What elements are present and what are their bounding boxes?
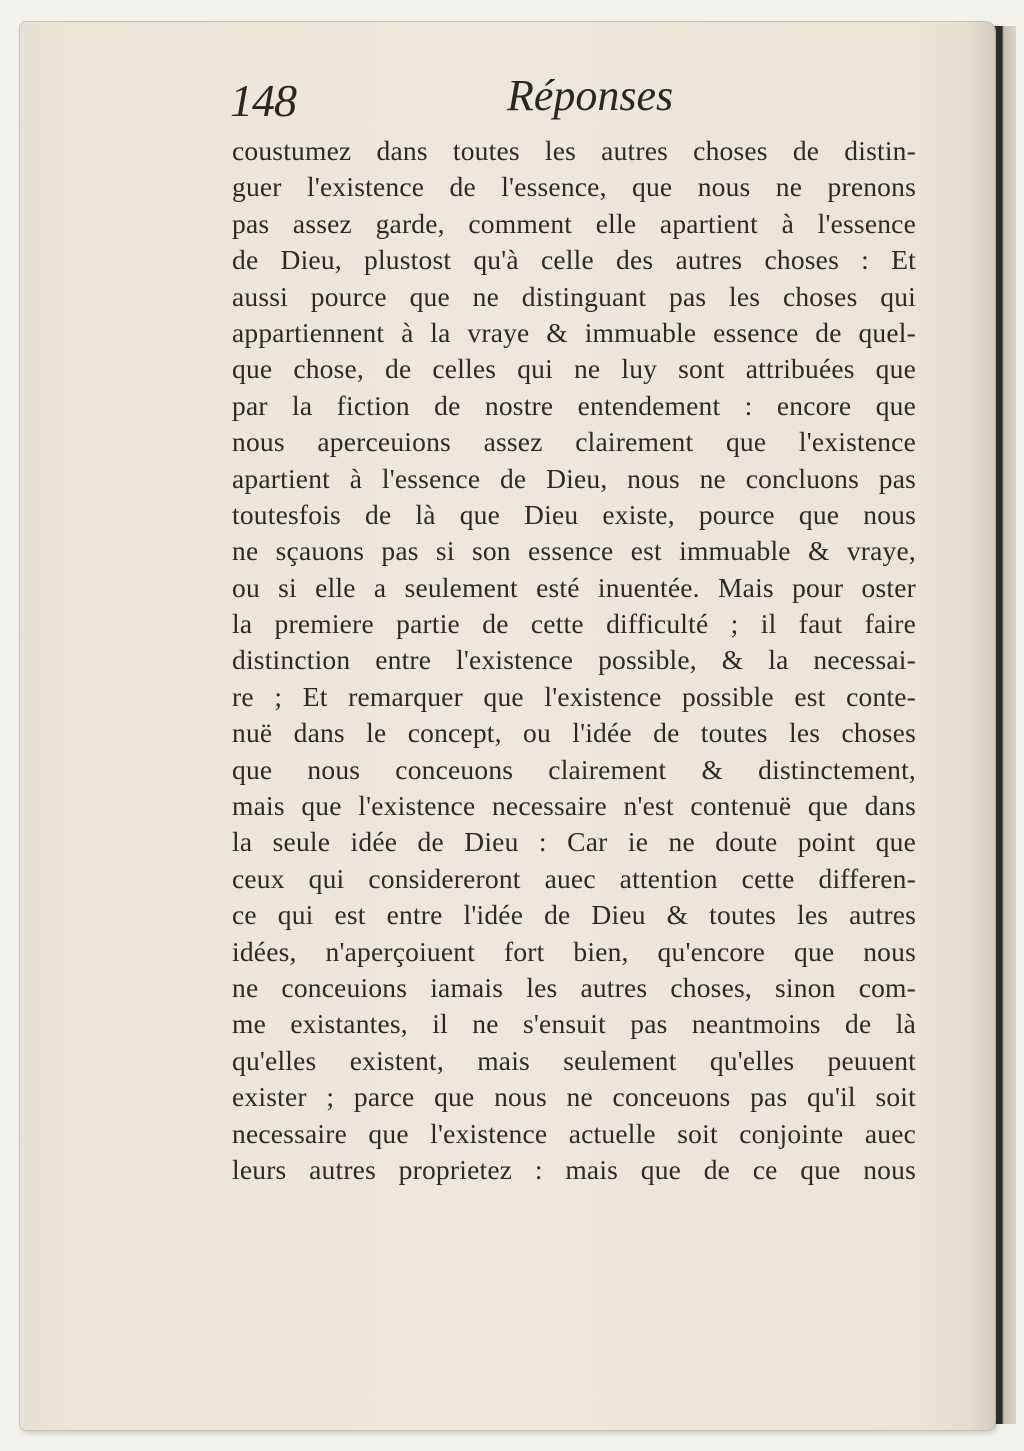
text-line: coustumez dans toutes les autres choses de distin- [232, 135, 916, 166]
running-head: Réponses [507, 71, 674, 120]
text-line: mais que l'existence necessaire n'est contenuë que dans [232, 790, 916, 822]
text-line: par la fiction de nostre entendement : encore que [232, 389, 916, 421]
text-line: toutesfois de là que Dieu existe, pource que nous [232, 498, 916, 530]
text-line: qu'elles existent, mais seulement qu'elles peuuent [232, 1044, 916, 1076]
text-line: re ; Et remarquer que l'existence possible est conte- [232, 680, 916, 712]
text-line: ne conceuions iamais les autres choses, sinon com- [232, 971, 916, 1003]
text-line: appartiennent à la vraye & immuable essence de quel- [232, 316, 916, 348]
text-line: guer l'existence de l'essence, que nous ne prenons [232, 171, 916, 203]
page-number: 148 [230, 75, 296, 126]
text-line: exister ; parce que nous ne conceuons pas qu'il soit [232, 1081, 916, 1113]
text-line: ce qui est entre l'idée de Dieu & toutes les autres [232, 899, 916, 931]
text-line: necessaire que l'existence actuelle soit conjointe auec [232, 1117, 916, 1149]
text-line: nous aperceuions assez clairement que l'existence [232, 426, 916, 458]
text-line: ceux qui considereront auec attention cette differen- [232, 862, 916, 894]
adjacent-page-edge [994, 26, 1016, 1424]
text-line: ne sçauons pas si son essence est immuable & vraye, [232, 535, 916, 567]
text-line: aussi pource que ne distinguant pas les choses qui [232, 280, 916, 312]
text-line: nuë dans le concept, ou l'idée de toutes les choses [232, 717, 916, 749]
page-gutter-shadow [968, 22, 996, 1430]
body-text [232, 133, 916, 1188]
text-line: la seule idée de Dieu : Car ie ne doute point que [232, 826, 916, 858]
text-line: de Dieu, plustost qu'à celle des autres choses : Et [232, 244, 916, 276]
page-header [225, 70, 745, 130]
text-line: la premiere partie de cette difficulté ; il faut faire [232, 608, 916, 640]
text-line: que chose, de celles qui ne luy sont attribuées que [232, 353, 916, 385]
text-line: idées, n'aperçoiuent fort bien, qu'encore que nous [232, 935, 916, 967]
text-line: distinction entre l'existence possible, & la necessai- [232, 644, 916, 676]
text-line: ou si elle a seulement esté inuentée. Mais pour oster [232, 571, 916, 603]
text-line: leurs autres proprietez : mais que de ce que nous [232, 1153, 916, 1185]
text-line: que nous conceuons clairement & distinctement, [232, 753, 916, 785]
text-line: me existantes, il ne s'ensuit pas neantmoins de là [232, 1008, 916, 1040]
text-line: apartient à l'essence de Dieu, nous ne concluons pas [232, 462, 916, 494]
text-line: pas assez garde, comment elle apartient à l'essence [232, 207, 916, 239]
